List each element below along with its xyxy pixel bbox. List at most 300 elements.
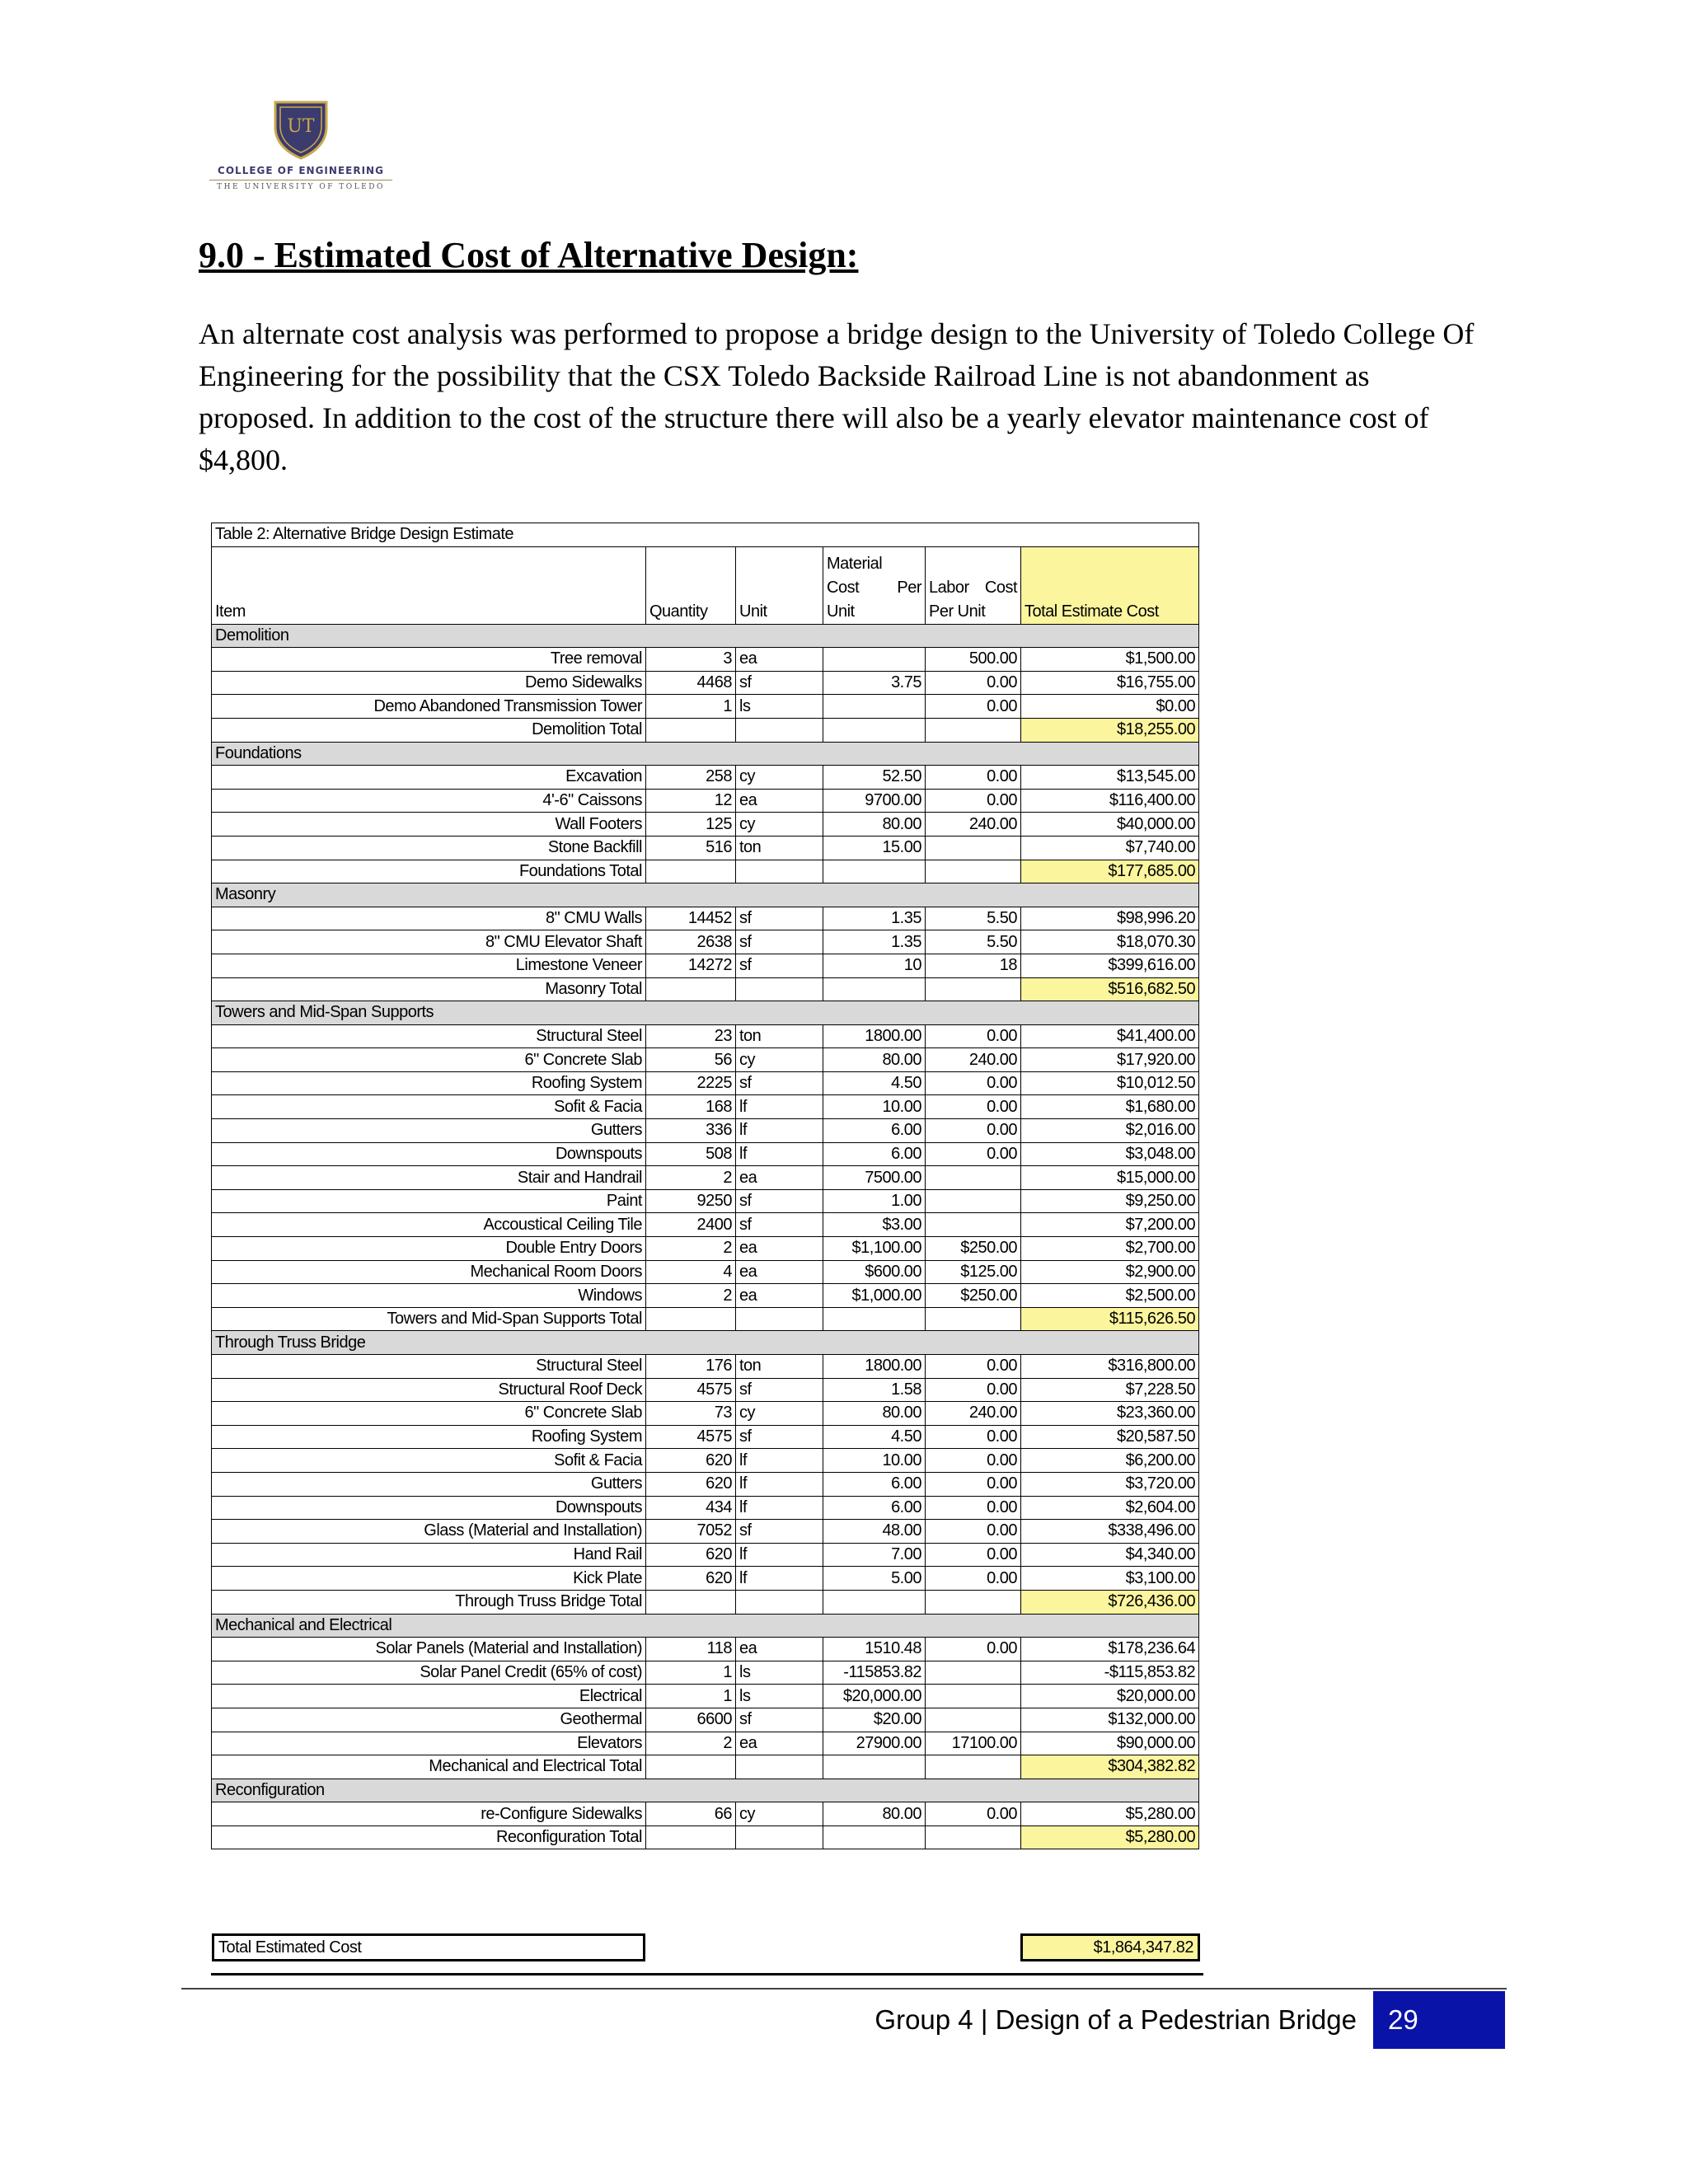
header-labor-cost (926, 546, 1021, 624)
labor-cost-cell: 0.00 (926, 1355, 1021, 1379)
material-cost-cell: 7.00 (823, 1543, 926, 1567)
quantity-cell: 23 (646, 1024, 736, 1048)
item-cell: Structural Roof Deck (212, 1378, 646, 1402)
table-row (212, 1189, 1199, 1213)
labor-cost-cell: 0.00 (926, 1071, 1021, 1095)
item-cell: Solar Panel Credit (65% of cost) (212, 1661, 646, 1685)
empty-cell (823, 977, 926, 1001)
empty-cell (736, 1755, 823, 1779)
table-row (212, 1567, 1199, 1591)
labor-cost-cell: 5.50 (926, 907, 1021, 930)
quantity-cell: 2 (646, 1237, 736, 1261)
total-cost-cell: $2,016.00 (1021, 1119, 1199, 1143)
unit-cell: sf (736, 1071, 823, 1095)
item-cell: Accoustical Ceiling Tile (212, 1213, 646, 1237)
unit-cell: ea (736, 648, 823, 672)
section-name: Demolition (212, 624, 1199, 648)
unit-cell: ea (736, 1166, 823, 1190)
labor-cost-cell: 0.00 (926, 1142, 1021, 1166)
total-cost-cell: $316,800.00 (1021, 1355, 1199, 1379)
shield-icon (270, 99, 331, 160)
table-title: Table 2: Alternative Bridge Design Estimate (212, 523, 1199, 547)
empty-cell (926, 1590, 1021, 1614)
section-total-value: $5,280.00 (1021, 1825, 1199, 1849)
labor-cost-cell: 5.50 (926, 930, 1021, 954)
unit-cell: lf (736, 1095, 823, 1119)
total-cost-cell: $15,000.00 (1021, 1166, 1199, 1190)
unit-cell: sf (736, 1708, 823, 1732)
unit-cell: ea (736, 1237, 823, 1261)
section-total-row (212, 1755, 1199, 1779)
section-header-row (212, 1001, 1199, 1025)
total-cost-cell: $116,400.00 (1021, 789, 1199, 813)
total-cost-cell: $2,700.00 (1021, 1237, 1199, 1261)
unit-cell: lf (736, 1119, 823, 1143)
labor-cost-cell: 17100.00 (926, 1732, 1021, 1755)
labor-cost-cell: 0.00 (926, 1024, 1021, 1048)
labor-cost-cell (926, 1661, 1021, 1685)
empty-cell (736, 718, 823, 742)
empty-cell (646, 1307, 736, 1331)
item-cell: Downspouts (212, 1142, 646, 1166)
quantity-cell: 2 (646, 1166, 736, 1190)
unit-cell: ea (736, 1732, 823, 1755)
table-row (212, 813, 1199, 837)
quantity-cell: 4 (646, 1260, 736, 1284)
item-cell: Paint (212, 1189, 646, 1213)
item-cell: Double Entry Doors (212, 1237, 646, 1261)
table-row (212, 1685, 1199, 1708)
total-cost-cell: $10,012.50 (1021, 1071, 1199, 1095)
material-cost-cell: 15.00 (823, 836, 926, 860)
total-cost-cell: $2,604.00 (1021, 1496, 1199, 1520)
total-cost-cell: $0.00 (1021, 695, 1199, 719)
material-cost-cell: 5.00 (823, 1567, 926, 1591)
material-cost-cell: 52.50 (823, 766, 926, 790)
section-name: Masonry (212, 883, 1199, 907)
table-row (212, 1449, 1199, 1473)
empty-cell (736, 1590, 823, 1614)
header-labor-line2: Per Unit (929, 602, 986, 621)
table-row (212, 1638, 1199, 1661)
total-cost-cell: $20,000.00 (1021, 1685, 1199, 1708)
header-item: Item (212, 546, 646, 624)
section-header-row (212, 1331, 1199, 1355)
total-cost-cell: $1,680.00 (1021, 1095, 1199, 1119)
table-row (212, 1071, 1199, 1095)
total-cost-cell: $178,236.64 (1021, 1638, 1199, 1661)
unit-cell: cy (736, 813, 823, 837)
table-row (212, 1237, 1199, 1261)
table-row (212, 836, 1199, 860)
table-row (212, 1732, 1199, 1755)
unit-cell: lf (736, 1449, 823, 1473)
item-cell: Stair and Handrail (212, 1166, 646, 1190)
empty-cell (646, 1825, 736, 1849)
total-cost-cell: $3,100.00 (1021, 1567, 1199, 1591)
item-cell: 6" Concrete Slab (212, 1048, 646, 1072)
labor-cost-cell: 240.00 (926, 1402, 1021, 1426)
section-total-label: Mechanical and Electrical Total (212, 1755, 646, 1779)
total-cost-cell: $399,616.00 (1021, 954, 1199, 977)
logo-college-name: COLLEGE OF ENGINEERING (218, 165, 384, 176)
unit-cell: cy (736, 1048, 823, 1072)
table-row (212, 1708, 1199, 1732)
table-row (212, 789, 1199, 813)
quantity-cell: 73 (646, 1402, 736, 1426)
labor-cost-cell (926, 1189, 1021, 1213)
item-cell: re-Configure Sidewalks (212, 1802, 646, 1826)
material-cost-cell: 4.50 (823, 1071, 926, 1095)
table-row (212, 1802, 1199, 1826)
unit-cell: sf (736, 1520, 823, 1544)
empty-cell (823, 718, 926, 742)
total-cost-cell: $18,070.30 (1021, 930, 1199, 954)
total-cost-cell: $3,720.00 (1021, 1472, 1199, 1496)
material-cost-cell: 7500.00 (823, 1166, 926, 1190)
quantity-cell: 4575 (646, 1425, 736, 1449)
quantity-cell: 118 (646, 1638, 736, 1661)
labor-cost-cell: 0.00 (926, 1472, 1021, 1496)
empty-cell (823, 1755, 926, 1779)
quantity-cell: 56 (646, 1048, 736, 1072)
section-total-row (212, 860, 1199, 883)
unit-cell: lf (736, 1567, 823, 1591)
unit-cell: ea (736, 1284, 823, 1308)
total-cost-cell: $23,360.00 (1021, 1402, 1199, 1426)
unit-cell: cy (736, 1402, 823, 1426)
total-cost-cell: $98,996.20 (1021, 907, 1199, 930)
total-cost-cell: $338,496.00 (1021, 1520, 1199, 1544)
total-cost-cell: $7,228.50 (1021, 1378, 1199, 1402)
total-cost-cell: $4,340.00 (1021, 1543, 1199, 1567)
material-cost-cell (823, 648, 926, 672)
item-cell: 8" CMU Walls (212, 907, 646, 930)
total-cost-cell: $16,755.00 (1021, 671, 1199, 695)
labor-cost-cell: 0.00 (926, 789, 1021, 813)
material-cost-cell: $600.00 (823, 1260, 926, 1284)
total-cost-cell: $132,000.00 (1021, 1708, 1199, 1732)
empty-cell (736, 860, 823, 883)
table-row (212, 1543, 1199, 1567)
unit-cell: sf (736, 930, 823, 954)
grand-total-label: Total Estimated Cost (212, 1933, 645, 1961)
table-row (212, 954, 1199, 977)
material-cost-cell: 80.00 (823, 1048, 926, 1072)
table-bottom-rule (211, 1973, 1203, 1975)
section-name: Mechanical and Electrical (212, 1614, 1199, 1638)
item-cell: Sofit & Facia (212, 1449, 646, 1473)
unit-cell: cy (736, 1802, 823, 1826)
labor-cost-cell: 0.00 (926, 1119, 1021, 1143)
table-row (212, 1378, 1199, 1402)
total-cost-cell: $5,280.00 (1021, 1802, 1199, 1826)
unit-cell: lf (736, 1543, 823, 1567)
quantity-cell: 620 (646, 1567, 736, 1591)
section-total-value: $516,682.50 (1021, 977, 1199, 1001)
unit-cell: ton (736, 836, 823, 860)
table-row (212, 1472, 1199, 1496)
material-cost-cell: 1.58 (823, 1378, 926, 1402)
material-cost-cell: 6.00 (823, 1142, 926, 1166)
table-row (212, 1425, 1199, 1449)
item-cell: Gutters (212, 1472, 646, 1496)
labor-cost-cell: $125.00 (926, 1260, 1021, 1284)
labor-cost-cell: 0.00 (926, 1638, 1021, 1661)
material-cost-cell: 9700.00 (823, 789, 926, 813)
quantity-cell: 14272 (646, 954, 736, 977)
quantity-cell: 620 (646, 1472, 736, 1496)
labor-cost-cell: 0.00 (926, 1567, 1021, 1591)
material-cost-cell: 27900.00 (823, 1732, 926, 1755)
table-row (212, 648, 1199, 672)
material-cost-cell: -115853.82 (823, 1661, 926, 1685)
item-cell: Elevators (212, 1732, 646, 1755)
total-cost-cell: $9,250.00 (1021, 1189, 1199, 1213)
section-name: Towers and Mid-Span Supports (212, 1001, 1199, 1025)
total-cost-cell: $17,920.00 (1021, 1048, 1199, 1072)
item-cell: Downspouts (212, 1496, 646, 1520)
section-title: 9.0 - Estimated Cost of Alternative Design: (199, 235, 859, 275)
material-cost-cell: $3.00 (823, 1213, 926, 1237)
item-cell: Roofing System (212, 1425, 646, 1449)
section-total-label: Masonry Total (212, 977, 646, 1001)
section-name: Foundations (212, 742, 1199, 766)
labor-cost-cell: 240.00 (926, 1048, 1021, 1072)
section-header-row (212, 1779, 1199, 1802)
header-labor-cost-word: Cost (984, 578, 1017, 597)
labor-cost-cell: 240.00 (926, 813, 1021, 837)
header-material-line3: Unit (827, 602, 855, 621)
total-cost-cell: $20,587.50 (1021, 1425, 1199, 1449)
quantity-cell: 508 (646, 1142, 736, 1166)
section-total-label: Through Truss Bridge Total (212, 1590, 646, 1614)
table-row (212, 1119, 1199, 1143)
unit-cell: lf (736, 1496, 823, 1520)
material-cost-cell: 1800.00 (823, 1024, 926, 1048)
quantity-cell: 168 (646, 1095, 736, 1119)
material-cost-cell: 4.50 (823, 1425, 926, 1449)
empty-cell (926, 718, 1021, 742)
material-cost-cell: 1.35 (823, 930, 926, 954)
quantity-cell: 620 (646, 1543, 736, 1567)
labor-cost-cell: 0.00 (926, 1425, 1021, 1449)
empty-cell (823, 1590, 926, 1614)
total-cost-cell: $40,000.00 (1021, 813, 1199, 837)
material-cost-cell: 80.00 (823, 1402, 926, 1426)
labor-cost-cell: 0.00 (926, 1802, 1021, 1826)
item-cell: 6" Concrete Slab (212, 1402, 646, 1426)
footer-divider (181, 1988, 1507, 1990)
item-cell: Glass (Material and Installation) (212, 1520, 646, 1544)
table-row (212, 1496, 1199, 1520)
section-total-row (212, 1825, 1199, 1849)
header-quantity: Quantity (646, 546, 736, 624)
table-row (212, 671, 1199, 695)
labor-cost-cell: 0.00 (926, 1520, 1021, 1544)
header-material-per: Per (897, 578, 921, 597)
quantity-cell: 2225 (646, 1071, 736, 1095)
quantity-cell: 6600 (646, 1708, 736, 1732)
item-cell: Structural Steel (212, 1355, 646, 1379)
material-cost-cell: 48.00 (823, 1520, 926, 1544)
item-cell: Stone Backfill (212, 836, 646, 860)
quantity-cell: 125 (646, 813, 736, 837)
empty-cell (736, 977, 823, 1001)
total-cost-cell: $2,900.00 (1021, 1260, 1199, 1284)
section-name: Through Truss Bridge (212, 1331, 1199, 1355)
item-cell: Solar Panels (Material and Installation) (212, 1638, 646, 1661)
item-cell: Mechanical Room Doors (212, 1260, 646, 1284)
labor-cost-cell: 0.00 (926, 1378, 1021, 1402)
table-header-row (212, 546, 1199, 624)
labor-cost-cell: 0.00 (926, 671, 1021, 695)
quantity-cell: 1 (646, 1685, 736, 1708)
item-cell: Geothermal (212, 1708, 646, 1732)
quantity-cell: 4575 (646, 1378, 736, 1402)
unit-cell: ton (736, 1024, 823, 1048)
labor-cost-cell: 0.00 (926, 1095, 1021, 1119)
total-cost-cell: -$115,853.82 (1021, 1661, 1199, 1685)
total-cost-cell: $41,400.00 (1021, 1024, 1199, 1048)
quantity-cell: 12 (646, 789, 736, 813)
empty-cell (926, 1755, 1021, 1779)
material-cost-cell: 6.00 (823, 1496, 926, 1520)
material-cost-cell: 6.00 (823, 1119, 926, 1143)
empty-cell (736, 1825, 823, 1849)
page-number: 29 (1373, 1991, 1505, 2049)
table-row (212, 1661, 1199, 1685)
shield-text: UT (287, 116, 315, 137)
material-cost-cell: $20,000.00 (823, 1685, 926, 1708)
item-cell: Demo Sidewalks (212, 671, 646, 695)
table-row (212, 1402, 1199, 1426)
quantity-cell: 66 (646, 1802, 736, 1826)
quantity-cell: 176 (646, 1355, 736, 1379)
section-header-row (212, 883, 1199, 907)
total-cost-cell: $7,740.00 (1021, 836, 1199, 860)
table-row (212, 1355, 1199, 1379)
empty-cell (646, 718, 736, 742)
empty-cell (926, 977, 1021, 1001)
labor-cost-cell (926, 836, 1021, 860)
item-cell: 8" CMU Elevator Shaft (212, 930, 646, 954)
unit-cell: lf (736, 1142, 823, 1166)
cost-estimate-table-container (211, 523, 1198, 1849)
unit-cell: sf (736, 671, 823, 695)
empty-cell (823, 860, 926, 883)
section-total-row (212, 718, 1199, 742)
logo-university-name: THE UNIVERSITY OF TOLEDO (217, 183, 385, 191)
footer-text: Group 4 | Design of a Pedestrian Bridge (874, 2004, 1357, 2035)
unit-cell: sf (736, 1425, 823, 1449)
table-row (212, 1024, 1199, 1048)
table-row (212, 907, 1199, 930)
quantity-cell: 516 (646, 836, 736, 860)
unit-cell: ls (736, 1661, 823, 1685)
item-cell: Sofit & Facia (212, 1095, 646, 1119)
table-row (212, 1520, 1199, 1544)
labor-cost-cell: 18 (926, 954, 1021, 977)
empty-cell (646, 1590, 736, 1614)
quantity-cell: 2 (646, 1284, 736, 1308)
section-total-label: Reconfiguration Total (212, 1825, 646, 1849)
empty-cell (646, 860, 736, 883)
header-labor-word: Labor (929, 578, 969, 597)
empty-cell (736, 1307, 823, 1331)
item-cell: Gutters (212, 1119, 646, 1143)
section-name: Reconfiguration (212, 1779, 1199, 1802)
quantity-cell: 9250 (646, 1189, 736, 1213)
labor-cost-cell: 0.00 (926, 1449, 1021, 1473)
quantity-cell: 2 (646, 1732, 736, 1755)
material-cost-cell (823, 695, 926, 719)
material-cost-cell: 1800.00 (823, 1355, 926, 1379)
table-row (212, 1260, 1199, 1284)
labor-cost-cell: 500.00 (926, 648, 1021, 672)
item-cell: Excavation (212, 766, 646, 790)
unit-cell: ton (736, 1355, 823, 1379)
unit-cell: sf (736, 1378, 823, 1402)
item-cell: Electrical (212, 1685, 646, 1708)
section-header-row (212, 1614, 1199, 1638)
total-cost-cell: $7,200.00 (1021, 1213, 1199, 1237)
quantity-cell: 336 (646, 1119, 736, 1143)
section-total-value: $18,255.00 (1021, 718, 1199, 742)
material-cost-cell: 3.75 (823, 671, 926, 695)
table-row (212, 766, 1199, 790)
quantity-cell: 4468 (646, 671, 736, 695)
total-cost-cell: $2,500.00 (1021, 1284, 1199, 1308)
header-material-cost (823, 546, 926, 624)
empty-cell (926, 860, 1021, 883)
empty-cell (926, 1307, 1021, 1331)
table-row (212, 1213, 1199, 1237)
material-cost-cell: $1,000.00 (823, 1284, 926, 1308)
quantity-cell: 620 (646, 1449, 736, 1473)
unit-cell: sf (736, 1189, 823, 1213)
table-row (212, 695, 1199, 719)
material-cost-cell: 10.00 (823, 1449, 926, 1473)
item-cell: Demo Abandoned Transmission Tower (212, 695, 646, 719)
quantity-cell: 1 (646, 695, 736, 719)
unit-cell: sf (736, 907, 823, 930)
material-cost-cell: 10.00 (823, 1095, 926, 1119)
empty-cell (646, 1755, 736, 1779)
table-row (212, 1048, 1199, 1072)
material-cost-cell: 10 (823, 954, 926, 977)
header-total-estimate-cost: Total Estimate Cost (1021, 546, 1199, 624)
unit-cell: sf (736, 954, 823, 977)
grand-total-value: $1,864,347.82 (1020, 1933, 1200, 1961)
header-material-line2: Cost (827, 578, 860, 597)
unit-cell: ea (736, 1260, 823, 1284)
material-cost-cell: 1.00 (823, 1189, 926, 1213)
material-cost-cell: 80.00 (823, 1802, 926, 1826)
table-row (212, 1284, 1199, 1308)
empty-cell (823, 1307, 926, 1331)
labor-cost-cell: $250.00 (926, 1284, 1021, 1308)
unit-cell: ea (736, 1638, 823, 1661)
section-total-row (212, 1590, 1199, 1614)
labor-cost-cell: 0.00 (926, 766, 1021, 790)
labor-cost-cell: 0.00 (926, 1496, 1021, 1520)
quantity-cell: 14452 (646, 907, 736, 930)
labor-cost-cell (926, 1685, 1021, 1708)
total-cost-cell: $13,545.00 (1021, 766, 1199, 790)
material-cost-cell: $1,100.00 (823, 1237, 926, 1261)
empty-cell (926, 1825, 1021, 1849)
